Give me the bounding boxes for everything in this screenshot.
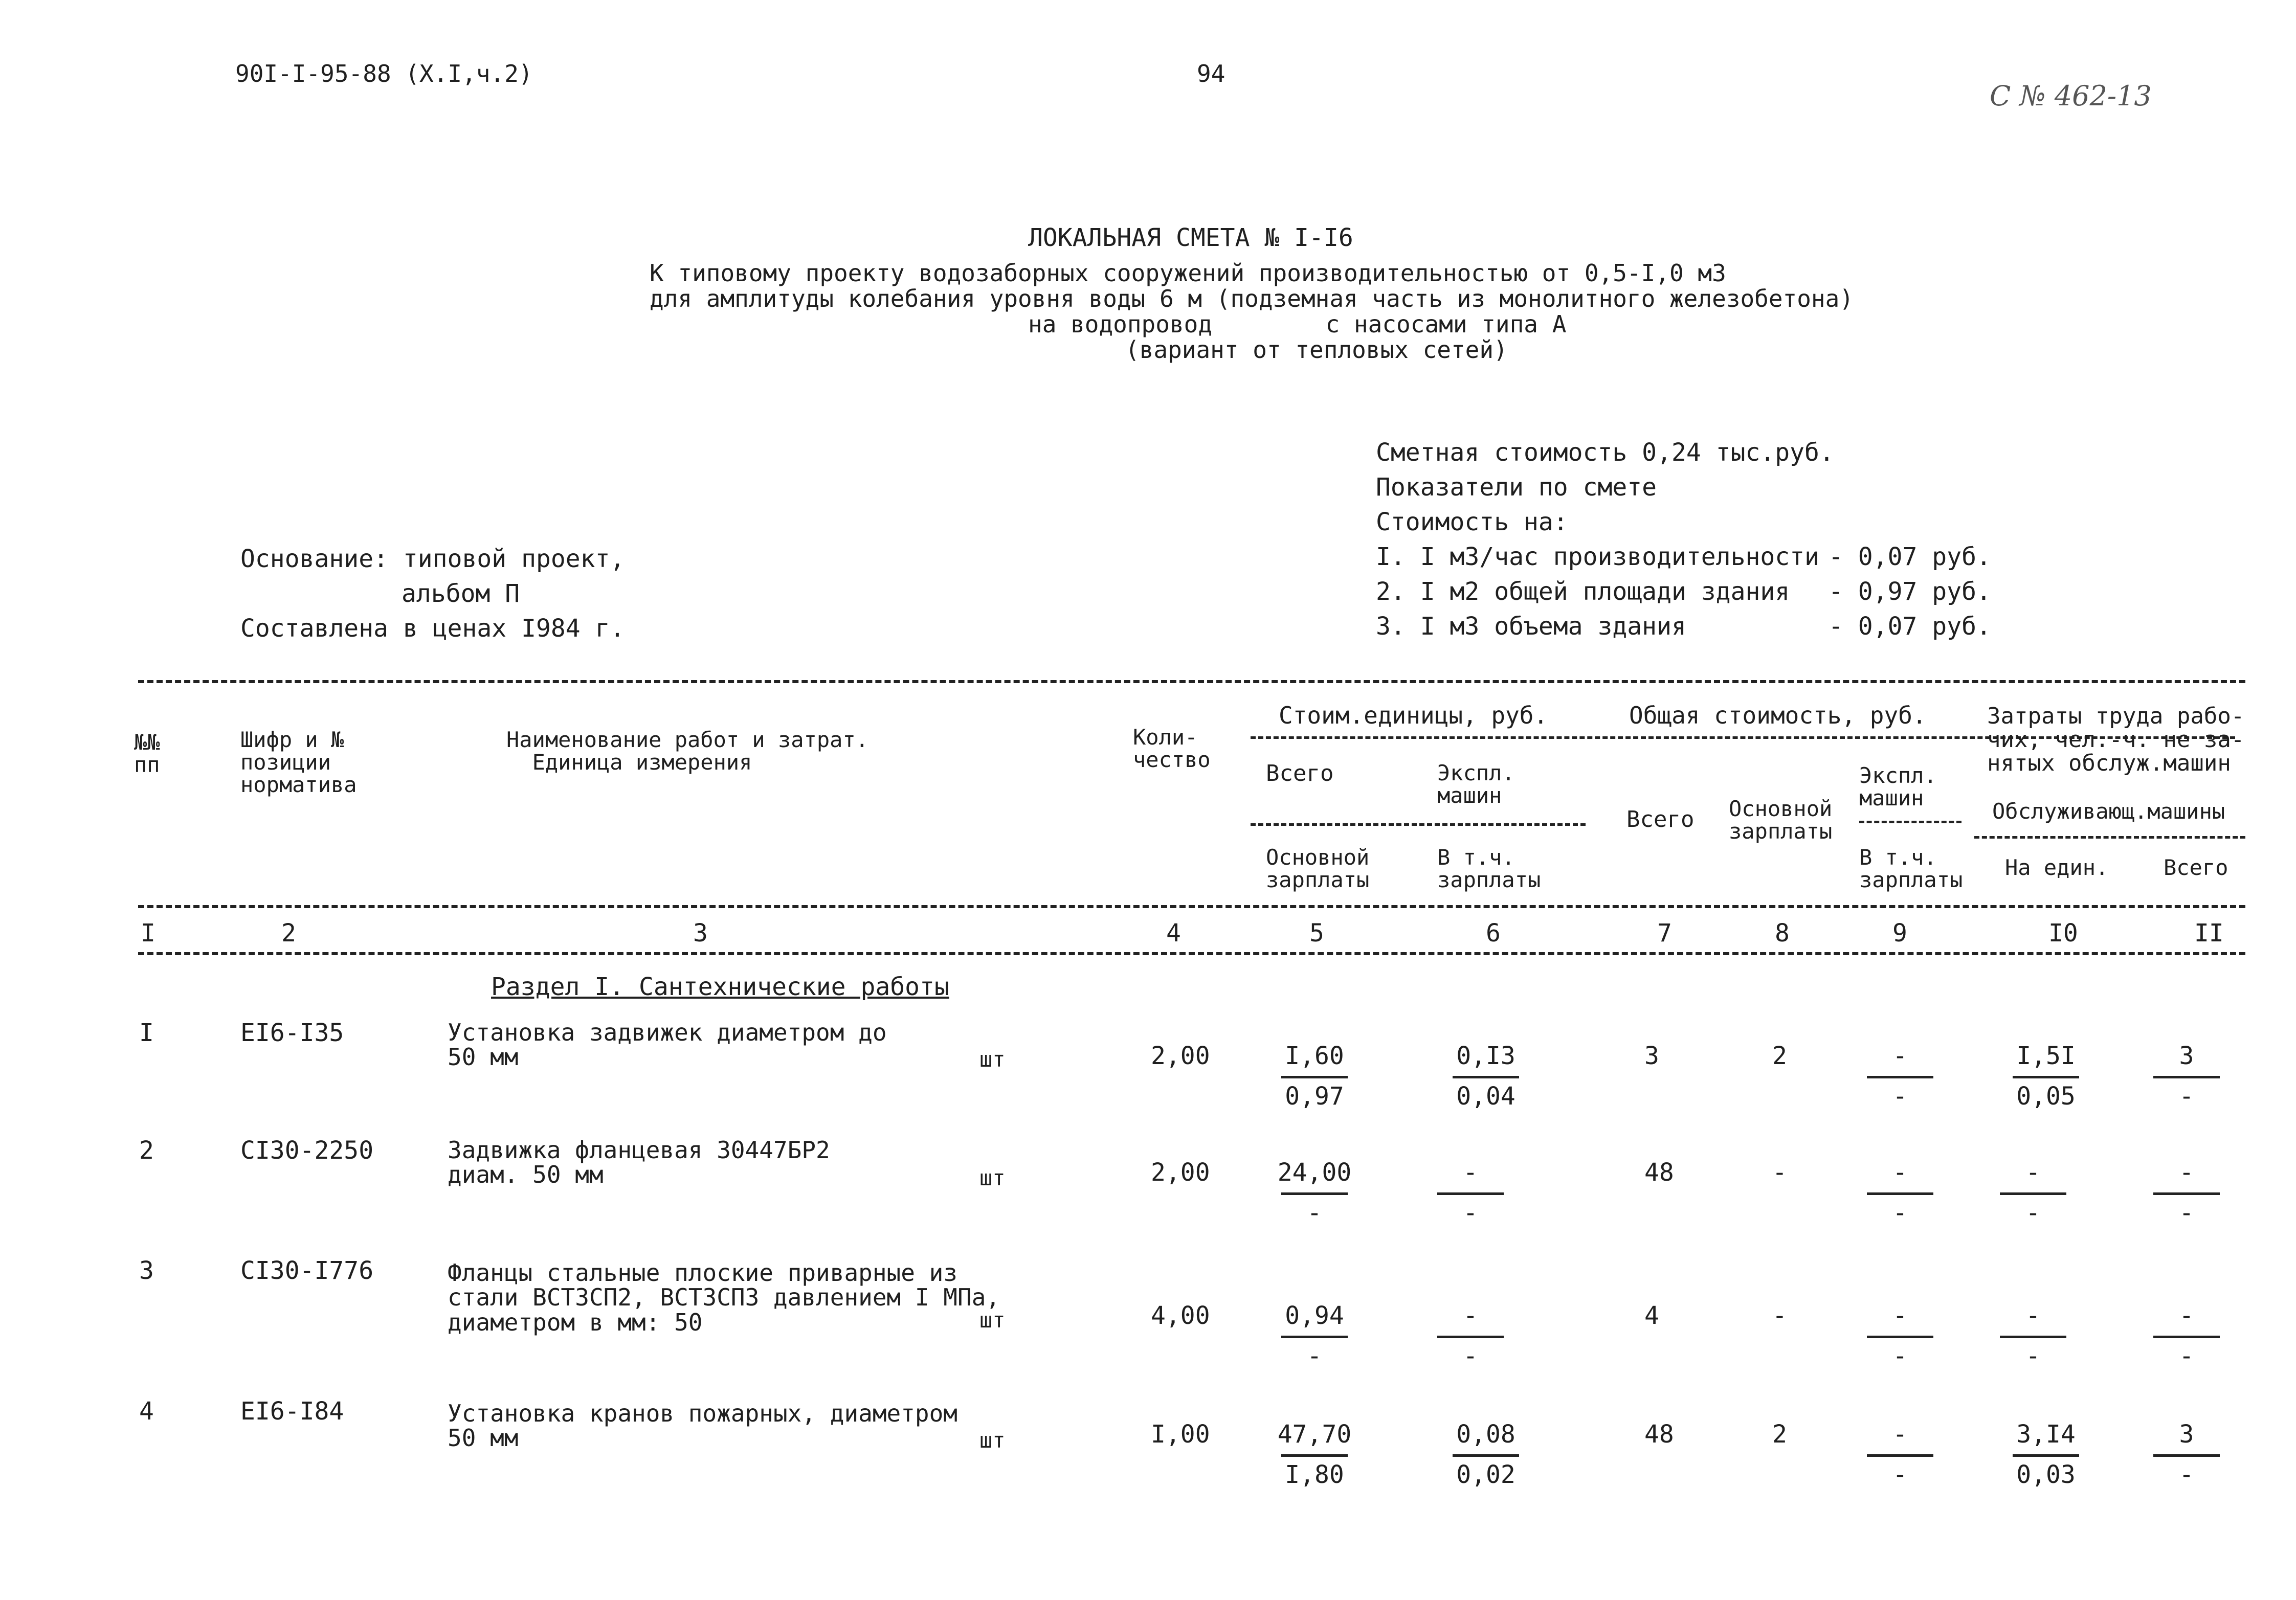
row-name: Фланцы стальные плоские приварные из стали ВСТ3СП2, ВСТ3СП3 давлением I МПа, диаметром в мм: 50	[448, 1259, 1000, 1336]
header-expl: Экспл. машин	[1437, 760, 1515, 808]
row-unit: шт	[979, 1308, 1006, 1333]
total-expl-fraction	[1862, 1303, 1938, 1369]
service-total: -	[2179, 1460, 2194, 1490]
row-num: I	[139, 1019, 154, 1047]
row-unit: шт	[979, 1047, 1006, 1072]
header-labor: Затраты труда рабо- чих, чел.-ч. не за- нятых обслуж.машин	[1987, 703, 2245, 777]
row-num: 4	[139, 1397, 154, 1426]
header-total: Всего	[1266, 760, 1334, 786]
header-num: №№ пп	[134, 730, 160, 778]
labor-per-unit: -	[2025, 1158, 2041, 1187]
total-base-pay: -	[1772, 1301, 1787, 1330]
service-per-unit: 0,05	[2016, 1082, 2076, 1111]
total-expl-pay: -	[1892, 1199, 1908, 1228]
labor-per-unit: 3,I4	[2016, 1420, 2076, 1449]
unit-cost-base-pay: 0,97	[1285, 1082, 1344, 1111]
col-num-8: 8	[1775, 919, 1790, 948]
unit-cost-fraction	[1276, 1303, 1353, 1369]
labor-total: -	[2179, 1158, 2194, 1187]
service-total: -	[2179, 1082, 2194, 1111]
basis-line-1: Основание: типовой проект,	[240, 545, 625, 573]
labor-total-fraction	[2148, 1422, 2225, 1488]
expl-cost: -	[1463, 1158, 1478, 1187]
header-per-unit: На един.	[2005, 855, 2109, 880]
project-line-2: для амплитуды колебания уровня воды 6 м (подземная часть из монолитного железобетона)	[650, 285, 1854, 312]
total-cost: 48	[1644, 1158, 1674, 1187]
estimated-cost: Сметная стоимость 0,24 тыс.руб.	[1376, 438, 1834, 467]
labor-per-unit-fraction	[2008, 1422, 2084, 1488]
labor-per-unit-fraction	[1995, 1303, 2071, 1369]
unit-cost-total: 47,70	[1277, 1420, 1352, 1449]
total-expl: -	[1892, 1042, 1908, 1070]
unit-cost-subrule	[1251, 823, 1586, 826]
unit-cost-fraction	[1276, 1160, 1353, 1226]
total-cost: 4	[1644, 1301, 1659, 1330]
expl-incl-pay: -	[1463, 1199, 1478, 1228]
labor-total: 3	[2179, 1420, 2194, 1449]
service-total: -	[2179, 1199, 2194, 1228]
header-service: Обслуживающ.машины	[1992, 799, 2225, 824]
total-expl: -	[1892, 1420, 1908, 1449]
header-qty: Коли- чество	[1133, 725, 1211, 773]
header-base-pay: Основной зарплаты	[1266, 845, 1370, 893]
unit-cost-base-pay: -	[1307, 1342, 1322, 1371]
indicator-1-label: I. I м3/час производительности	[1376, 543, 1819, 571]
col-num-6: 6	[1486, 919, 1501, 948]
section-title: Раздел I. Сантехнические работы	[491, 973, 949, 1001]
project-line-1: К типовому проекту водозаборных сооружений производительностью от 0,5-I,0 м3	[650, 259, 1726, 287]
header-base-pay-2: Основной зарплаты	[1729, 796, 1833, 844]
labor-per-unit-fraction	[2008, 1043, 2084, 1110]
header-code: Шифр и № позиции норматива	[240, 727, 357, 798]
col-num-11: II	[2194, 919, 2224, 948]
unit-cost-total: 24,00	[1277, 1158, 1352, 1187]
col-num-5: 5	[1309, 919, 1324, 948]
labor-total-fraction	[2148, 1043, 2225, 1110]
indicator-3-value: - 0,07 руб.	[1829, 612, 1991, 641]
basis-line-2: альбом П	[402, 579, 520, 608]
total-base-pay: 2	[1772, 1042, 1787, 1070]
row-qty: 2,00	[1151, 1042, 1210, 1070]
cost-per-label: Стоимость на:	[1376, 508, 1568, 536]
total-expl: -	[1892, 1158, 1908, 1187]
header-total-cost: Общая стоимость, руб.	[1629, 702, 1927, 729]
row-name: Установка задвижек диаметром до 50 мм	[448, 1019, 887, 1071]
header-bottom-rule	[138, 905, 2245, 908]
row-unit: шт	[979, 1428, 1006, 1453]
expl-incl-pay: -	[1463, 1342, 1478, 1371]
expl-cost-fraction	[1432, 1303, 1509, 1369]
indicator-1-value: - 0,07 руб.	[1829, 543, 1991, 571]
expl-incl-pay: 0,02	[1456, 1460, 1515, 1490]
col-num-3: 3	[693, 919, 708, 948]
col-num-7: 7	[1657, 919, 1672, 948]
service-per-unit: 0,03	[2016, 1460, 2076, 1490]
labor-per-unit-fraction	[1995, 1160, 2071, 1226]
total-expl-pay: -	[1892, 1460, 1908, 1490]
expl-incl-pay: 0,04	[1456, 1082, 1515, 1111]
unit-cost-base-pay: -	[1307, 1199, 1322, 1228]
total-expl-pay: -	[1892, 1342, 1908, 1371]
row-code: CI30-I776	[240, 1256, 374, 1285]
expl-cost-fraction	[1447, 1422, 1524, 1488]
total-cost: 48	[1644, 1420, 1674, 1449]
expl-subrule	[1859, 821, 1961, 823]
archive-stamp: С № 462-13	[1990, 80, 2152, 112]
header-incl-pay-2: В т.ч. зарплаты	[1859, 845, 1963, 893]
expl-cost-fraction	[1447, 1043, 1524, 1110]
project-line-4: (вариант от тепловых сетей)	[1125, 336, 1508, 364]
row-qty: 4,00	[1151, 1301, 1210, 1330]
labor-total: -	[2179, 1301, 2194, 1330]
labor-total-fraction	[2148, 1303, 2225, 1369]
total-expl-fraction	[1862, 1160, 1938, 1226]
total-cost: 3	[1644, 1042, 1659, 1070]
total-base-pay: -	[1772, 1158, 1787, 1187]
expl-cost-fraction	[1432, 1160, 1509, 1226]
col-num-9: 9	[1892, 919, 1907, 948]
indicator-3-label: 3. I м3 объема здания	[1376, 612, 1686, 641]
col-num-4: 4	[1166, 919, 1181, 948]
row-name: Задвижка фланцевая 30447БР2 диам. 50 мм	[448, 1136, 830, 1189]
unit-cost-base-pay: I,80	[1285, 1460, 1344, 1490]
service-total: -	[2179, 1342, 2194, 1371]
unit-cost-total: I,60	[1285, 1042, 1344, 1070]
document-code: 90I-I-95-88 (X.I,ч.2)	[235, 60, 533, 87]
expl-cost: 0,I3	[1456, 1042, 1515, 1070]
project-line-3: на водопровод с насосами типа А	[1028, 310, 1567, 338]
total-expl-fraction	[1862, 1043, 1938, 1110]
header-incl-pay: В т.ч. зарплаты	[1437, 845, 1541, 893]
labor-per-unit: I,5I	[2016, 1042, 2076, 1070]
row-code: EI6-I84	[240, 1397, 344, 1426]
column-numbers-rule	[138, 952, 2245, 955]
total-expl-fraction	[1862, 1422, 1938, 1488]
labor-per-unit: -	[2025, 1301, 2041, 1330]
row-num: 2	[139, 1136, 154, 1165]
total-expl-pay: -	[1892, 1082, 1908, 1111]
header-top-rule	[138, 680, 2245, 683]
header-name: Наименование работ и затрат. Единица измерения	[506, 727, 869, 775]
col-num-10: I0	[2048, 919, 2078, 948]
unit-cost-fraction	[1276, 1043, 1353, 1110]
row-unit: шт	[979, 1165, 1006, 1190]
estimate-title: ЛОКАЛЬНАЯ СМЕТА № I-I6	[1028, 223, 1353, 252]
unit-cost-total: 0,94	[1285, 1301, 1344, 1330]
service-per-unit: -	[2025, 1199, 2041, 1228]
row-code: EI6-I35	[240, 1019, 344, 1047]
labor-total-fraction	[2148, 1160, 2225, 1226]
basis-line-3: Составлена в ценах I984 г.	[240, 614, 625, 643]
indicator-2-label: 2. I м2 общей площади здания	[1376, 577, 1790, 606]
row-code: CI30-2250	[240, 1136, 374, 1165]
header-total-all: Всего	[1626, 806, 1695, 832]
col-num-2: 2	[281, 919, 296, 948]
indicator-2-value: - 0,97 руб.	[1829, 577, 1991, 606]
header-expl-2: Экспл. машин	[1859, 763, 1937, 811]
row-qty: I,00	[1151, 1420, 1210, 1449]
total-expl: -	[1892, 1301, 1908, 1330]
labor-total: 3	[2179, 1042, 2194, 1070]
total-base-pay: 2	[1772, 1420, 1787, 1449]
header-unit-cost: Стоим.единицы, руб.	[1279, 702, 1548, 729]
header-total-3: Всего	[2164, 855, 2228, 880]
unit-cost-fraction	[1276, 1422, 1353, 1488]
indicators-label: Показатели по смете	[1376, 473, 1657, 502]
row-name: Установка кранов пожарных, диаметром 50 мм	[448, 1400, 957, 1452]
row-qty: 2,00	[1151, 1158, 1210, 1187]
service-subrule	[1974, 836, 2245, 839]
expl-cost: 0,08	[1456, 1420, 1515, 1449]
col-num-1: I	[141, 919, 155, 948]
row-num: 3	[139, 1256, 154, 1285]
service-per-unit: -	[2025, 1342, 2041, 1371]
expl-cost: -	[1463, 1301, 1478, 1330]
page-number: 94	[1197, 60, 1225, 87]
